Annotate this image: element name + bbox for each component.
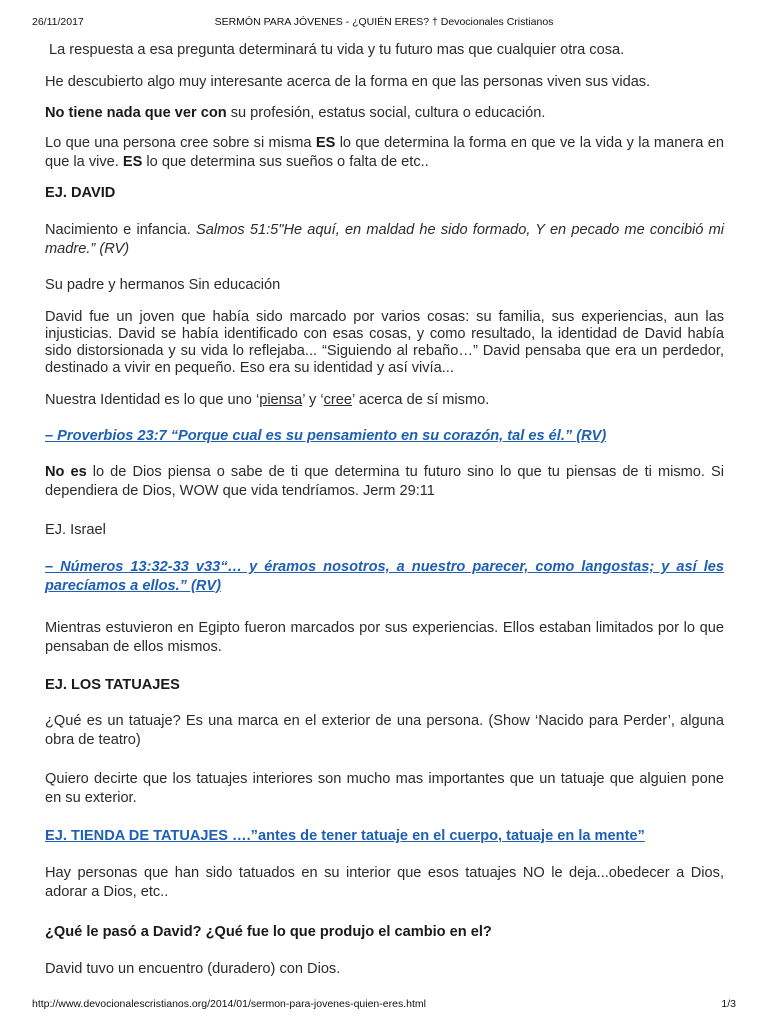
- bold-es: ES: [315, 135, 336, 151]
- paragraph-not-related: [45, 104, 724, 123]
- paragraph-text: lo que determina la forma en que ve la vida y la manera en que la vive.: [45, 135, 724, 170]
- bold-phrase: No tiene nada que ver con: [45, 105, 227, 121]
- heading-tatuajes: EJ. LOS TATUAJES: [45, 677, 180, 693]
- paragraph-text: Nacimiento e infancia.: [45, 222, 197, 238]
- paragraph-inner-tattoos: Quiero decirte que los tatuajes interiores son mucho mas importantes que un tatuaje que alguien pone en su exterior.: [45, 771, 724, 806]
- paragraph-text: lo de Dios piensa o sabe de ti que determina tu futuro sino lo que tu piensas de ti mismo. Si dependiera de Dios, WOW que vida tendríamos. Jerm 29:11: [45, 464, 724, 499]
- paragraph-not-god: [45, 463, 724, 501]
- link-tienda[interactable]: [45, 827, 724, 846]
- paragraph-birth: [45, 221, 724, 259]
- link-numeros[interactable]: [45, 558, 724, 596]
- word-cree: cree: [323, 392, 352, 408]
- scripture-link[interactable]: – Números 13:32-33 v33“… y éramos nosotros, a nuestro parecer, como langostas; y así les parecíamos a ellos.” (RV): [45, 559, 724, 594]
- paragraph-israel: EJ. Israel: [45, 522, 106, 538]
- paragraph-text: su profesión, estatus social, cultura o educación.: [226, 105, 546, 121]
- tattoo-shop-link[interactable]: EJ. TIENDA DE TATUAJES ….”antes de tener tatuaje en el cuerpo, tatuaje en la mente”: [45, 828, 645, 844]
- paragraph-intro: La respuesta a esa pregunta determinará tu vida y tu futuro mas que cualquier otra cosa.: [49, 42, 625, 58]
- paragraph-family: Su padre y hermanos Sin educación: [45, 277, 281, 293]
- paragraph-tattooed-people: Hay personas que han sido tatuados en su interior que esos tatuajes NO le deja...obedecer a Dios, adorar a Dios, etc..: [45, 865, 724, 900]
- scripture-link[interactable]: – Proverbios 23:7 “Porque cual es su pensamiento en su corazón, tal es él.” (RV): [45, 428, 607, 444]
- paragraph-david-story: David fue un joven que había sido marcado por varios cosas: su familia, sus experiencias, aun las injusticias. David se había identificado con esas cosas, y como resultado, la identidad de David había sido distorsionada y su vida lo reflejaba... “Siguiendo al rebaño…” David pensaba que era un perdedor, destinado a vivir en pequeño. Eso era su identidad y así vivía...: [45, 309, 724, 376]
- paragraph-text: Lo que una persona cree sobre si misma: [45, 135, 316, 151]
- paragraph-encounter: David tuvo un encuentro (duradero) con Dios.: [45, 961, 341, 977]
- scripture-quote: Salmos 51:5"He aquí, en maldad he sido formado, Y en pecado me concibió mi madre.” (RV): [45, 222, 725, 257]
- bold-es: ES: [122, 154, 143, 170]
- link-proverbios[interactable]: [45, 427, 724, 446]
- page-number: 1/3: [721, 998, 736, 1010]
- paragraph-text: lo que determina sus sueños o falta de etc..: [142, 154, 429, 170]
- source-url: http://www.devocionalescristianos.org/2014/01/sermon-para-jovenes-quien-eres.html: [32, 998, 426, 1010]
- word-piensa: piensa: [259, 392, 303, 408]
- paragraph-what-tattoo: ¿Qué es un tatuaje? Es una marca en el exterior de una persona. (Show ‘Nacido para Perder’, alguna obra de teatro): [45, 713, 724, 748]
- question-david: ¿Qué le pasó a David? ¿Qué fue lo que produjo el cambio en el?: [45, 924, 492, 940]
- page-header: [32, 16, 736, 30]
- paragraph-identity: [45, 391, 724, 410]
- paragraph-text: ’ acerca de sí mismo.: [351, 392, 490, 408]
- paragraph-text: Nuestra Identidad es lo que uno ‘: [45, 392, 260, 408]
- paragraph-belief: [45, 134, 724, 172]
- print-date: 26/11/2017: [32, 16, 84, 28]
- page-title: SERMÓN PARA JÓVENES - ¿QUIÉN ERES? † Devocionales Cristianos: [214, 16, 554, 28]
- heading-david: EJ. DAVID: [45, 185, 116, 201]
- paragraph-egypt: Mientras estuvieron en Egipto fueron marcados por sus experiencias. Ellos estaban limitados por lo que pensaban de ellos mismos.: [45, 620, 724, 655]
- bold-phrase: No es: [45, 464, 87, 480]
- paragraph-discovery: He descubierto algo muy interesante acerca de la forma en que las personas viven sus vidas.: [45, 74, 651, 90]
- page-footer: [32, 998, 736, 1012]
- paragraph-text: ’ y ‘: [302, 392, 324, 408]
